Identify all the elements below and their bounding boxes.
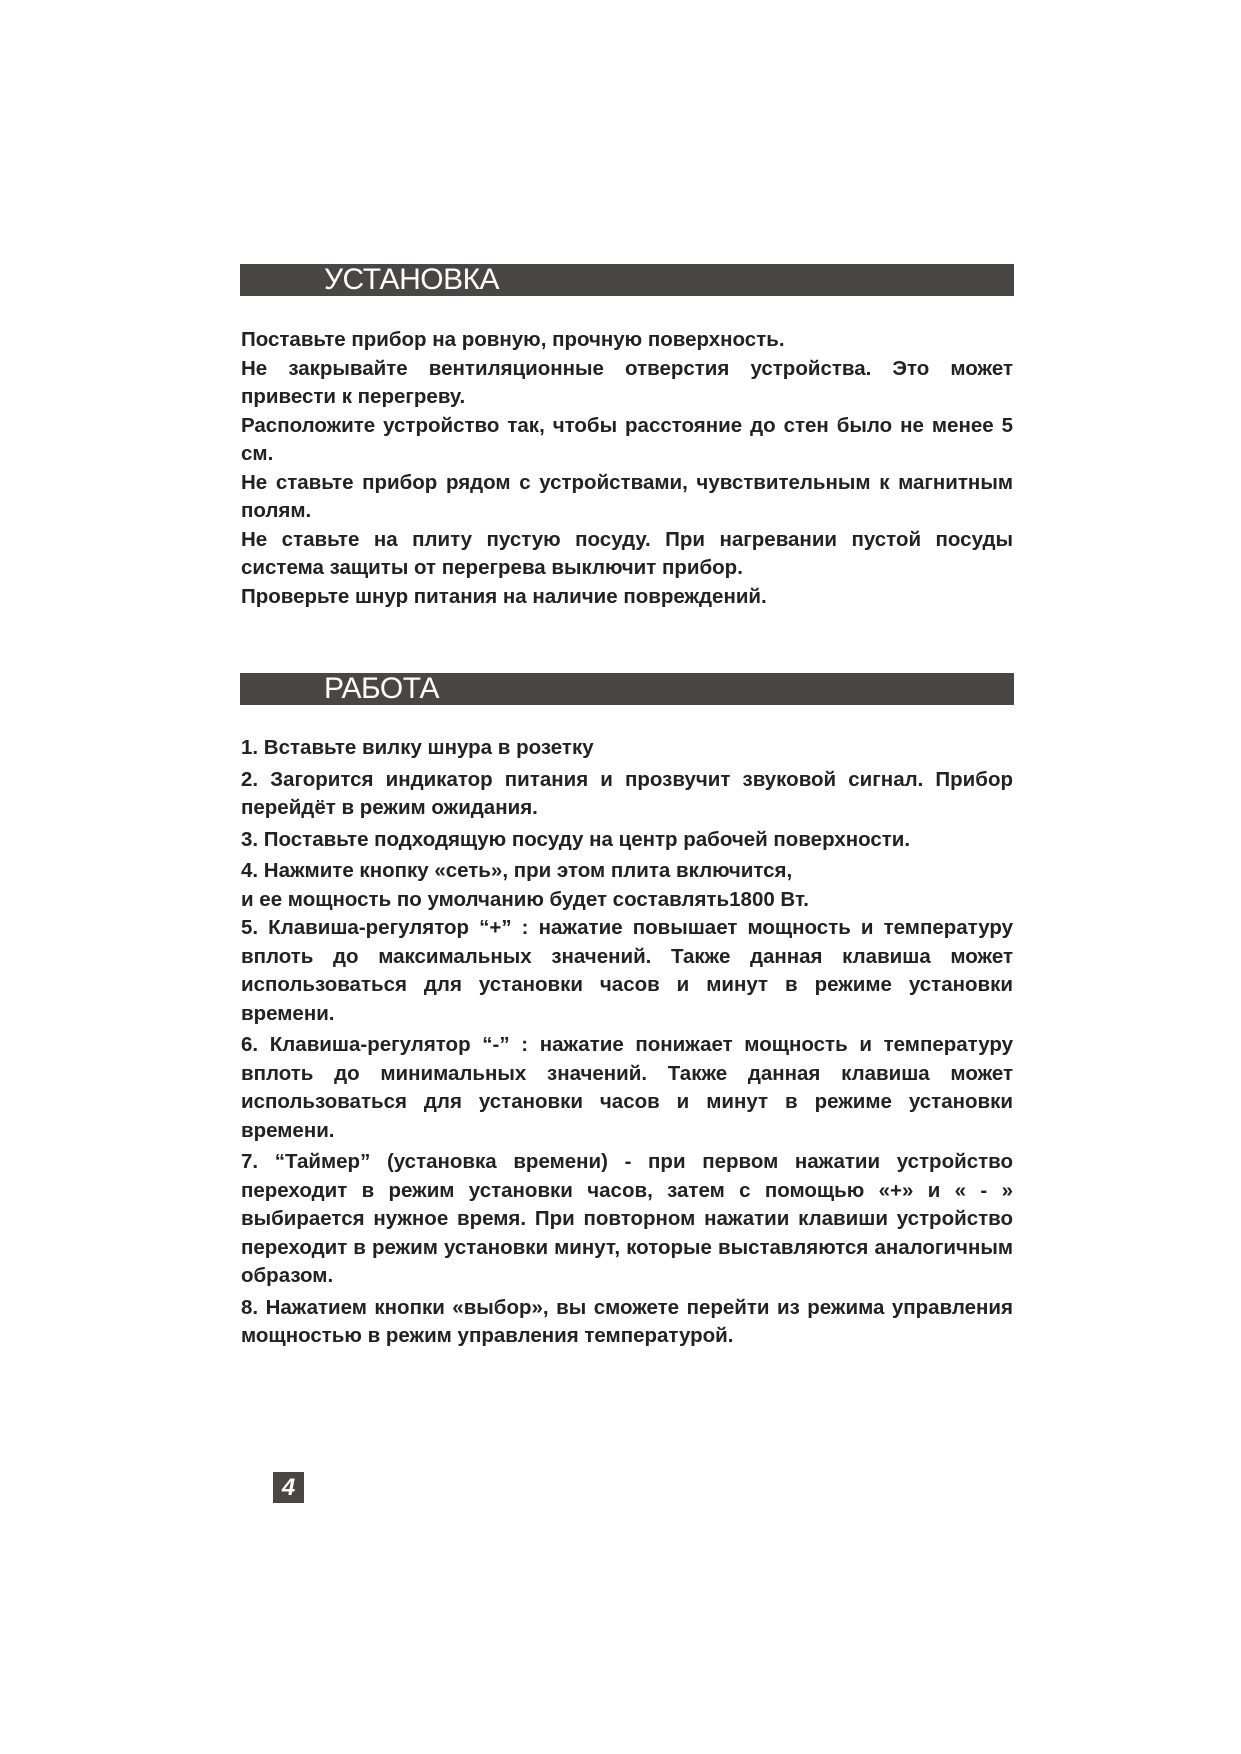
section-heading-install-label: УСТАНОВКА	[324, 263, 500, 296]
work-step: 6. Клавиша-регулятор “-” : нажатие понижает мощность и температуру вплоть до минимальных значений. Также данная клавиша может использоваться для установки часов и минут в режиме установки времени.	[241, 1033, 1013, 1142]
page-number: 4	[281, 1474, 296, 1501]
section-heading-work	[240, 673, 1014, 705]
work-step: 1. Вставьте вилку шнура в розетку	[241, 736, 594, 759]
work-step: 5. Клавиша-регулятор “+” : нажатие повышает мощность и температуру вплоть до максимальных значений. Также данная клавиша может использоваться для установки часов и минут в режиме установки времени.	[241, 916, 1013, 1025]
install-instructions	[241, 326, 1013, 611]
work-step: 7. “Таймер” (установка времени) - при первом нажатии устройство переходит в режим установки часов, затем с помощью «+» и « - » выбирается нужное время. При повторном нажатии клавиши устройство переходит в режим установки минут, которые выставляются аналогичным образом.	[241, 1150, 1013, 1287]
install-paragraph: Поставьте прибор на ровную, прочную поверхность.	[241, 328, 785, 351]
section-heading-install	[240, 264, 1014, 296]
work-step-continuation: и ее мощность по умолчанию будет составлять1800 Вт.	[241, 887, 809, 911]
work-step: 2. Загорится индикатор питания и прозвучит звуковой сигнал. Прибор перейдёт в режим ожидания.	[241, 767, 1013, 819]
work-step: 4. Нажмите кнопку «сеть», при этом плита включится,	[241, 859, 793, 882]
page-number-badge	[273, 1472, 304, 1503]
install-paragraph: Не закрывайте вентиляционные отверстия устройства. Это может привести к перегреву.	[241, 356, 1013, 408]
install-paragraph: Расположите устройство так, чтобы расстояние до стен было не менее 5 см.	[241, 413, 1013, 465]
section-heading-work-label: РАБОТА	[324, 672, 440, 705]
install-paragraph: Не ставьте на плиту пустую посуду. При нагревании пустой посуды система защиты от перегрева выключит прибор.	[241, 527, 1013, 579]
install-paragraph: Проверьте шнур питания на наличие повреждений.	[241, 584, 767, 608]
work-instructions	[241, 734, 1013, 1351]
work-step: 8. Нажатием кнопки «выбор», вы сможете перейти из режима управления мощностью в режим управления температурой.	[241, 1295, 1013, 1347]
work-step: 3. Поставьте подходящую посуду на центр рабочей поверхности.	[241, 827, 911, 851]
install-paragraph: Не ставьте прибор рядом с устройствами, чувствительным к магнитным полям.	[241, 470, 1013, 522]
